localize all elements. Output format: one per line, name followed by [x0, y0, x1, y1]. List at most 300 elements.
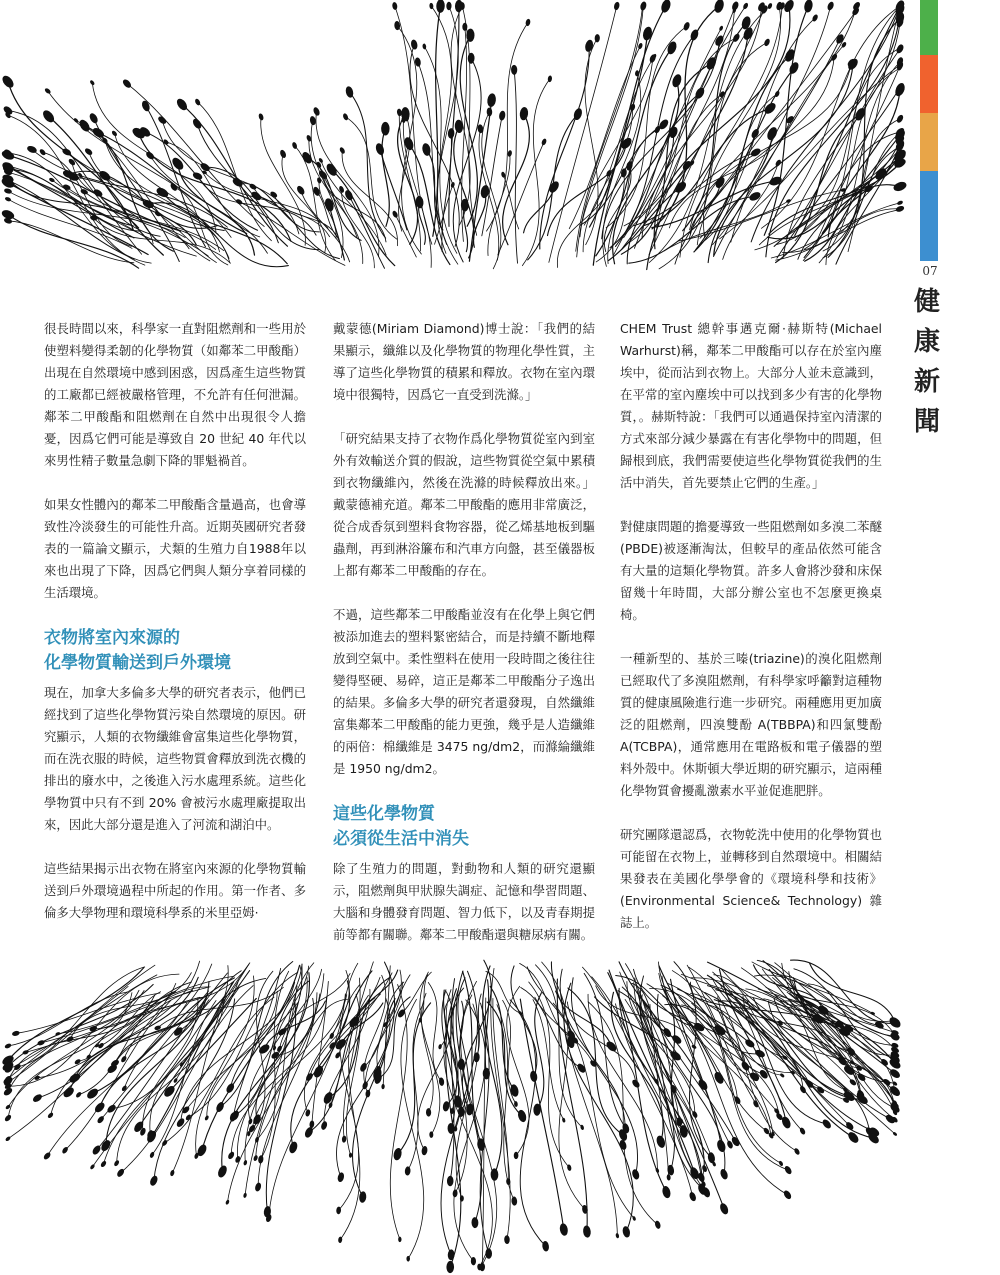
sperm-shape [139, 998, 198, 1137]
sperm-shape [225, 994, 320, 1205]
sperm-shape [97, 992, 160, 1050]
sperm-shape [399, 113, 410, 231]
sperm-shape [542, 962, 589, 1214]
sperm-shape [22, 997, 200, 1055]
sperm-shape [0, 176, 148, 255]
sperm-shape [602, 34, 725, 239]
sperm-shape [785, 996, 900, 1054]
sperm-shape [334, 973, 392, 1059]
sperm-shape [453, 53, 481, 262]
sperm-shape [442, 128, 455, 252]
sperm-shape [774, 982, 848, 1067]
sperm-shape [753, 965, 830, 1017]
sperm-shape [616, 976, 706, 1033]
sperm-shape [3, 217, 134, 263]
sperm-shape [396, 108, 420, 251]
sperm-shape [751, 0, 906, 242]
sperm-shape [62, 977, 199, 1099]
sperm-shape [569, 42, 643, 228]
sperm-shape [480, 998, 486, 1271]
sperm-shape [641, 995, 705, 1181]
sperm-shape [510, 1000, 550, 1252]
sperm-shape [155, 186, 287, 264]
section-heading-line: 化學物質輸送到戶外環境 [44, 653, 231, 673]
sperm-shape [694, 6, 861, 226]
sperm-shape [202, 170, 328, 228]
sperm-shape [627, 126, 679, 264]
section-title-char: 聞 [913, 407, 940, 437]
sperm-shape [683, 15, 752, 230]
sperm-shape [401, 116, 431, 267]
sperm-shape [460, 2, 477, 235]
sperm-shape [761, 1, 904, 228]
sperm-shape [527, 967, 576, 1040]
sperm-shape [767, 180, 907, 239]
sperm-shape [80, 188, 216, 249]
sperm-shape [596, 40, 678, 256]
sperm-shape [100, 980, 239, 1168]
sperm-shape [99, 982, 208, 1153]
sperm-shape [86, 1003, 150, 1060]
sperm-shape [175, 964, 302, 1128]
sperm-shape [780, 1001, 900, 1059]
sperm-shape [458, 1001, 465, 1070]
sperm-shape [328, 962, 373, 1109]
sperm-shape [787, 1005, 899, 1049]
sperm-shape [173, 964, 249, 1084]
sperm-shape [758, 989, 899, 1036]
sperm-shape [450, 990, 458, 1114]
sperm-shape [582, 967, 659, 1085]
sperm-shape [731, 991, 896, 1125]
sperm-shape [480, 1003, 492, 1259]
sperm-shape [690, 57, 857, 229]
sperm-shape [300, 150, 361, 240]
sperm-shape [482, 110, 506, 236]
sperm-shape [690, 993, 785, 1078]
section-color-tab [920, 113, 938, 171]
sperm-shape [795, 0, 906, 236]
sperm-shape [708, 57, 860, 262]
sperm-shape [669, 115, 795, 228]
sperm-shape [269, 190, 338, 239]
sperm-shape [1, 967, 144, 1067]
sperm-shape [618, 991, 683, 1046]
sperm-shape [318, 157, 386, 255]
sperm-shape [91, 973, 227, 1156]
sperm-shape [170, 997, 227, 1177]
sperm-shape [149, 999, 235, 1187]
sperm-shape [662, 976, 774, 1139]
sperm-shape [596, 986, 697, 1050]
sperm-shape [615, 1004, 697, 1202]
sperm-shape [777, 974, 901, 1041]
sperm-shape [634, 1, 739, 249]
sperm-shape [92, 188, 189, 249]
section-title [907, 282, 947, 442]
sperm-shape [707, 962, 825, 1025]
sperm-shape [608, 168, 628, 264]
sperm-shape [111, 130, 220, 252]
sperm-shape [759, 158, 905, 245]
sperm-shape [557, 169, 612, 267]
sperm-shape [101, 137, 229, 263]
sperm-shape [783, 205, 905, 253]
sperm-shape [666, 998, 734, 1149]
sperm-shape [89, 215, 230, 263]
sperm-shape [348, 970, 398, 1029]
sperm-shape [316, 161, 357, 237]
sperm-shape [442, 988, 463, 1112]
sperm-shape [483, 966, 502, 1181]
sperm-shape [692, 1003, 756, 1049]
sperm-shape [682, 1005, 761, 1082]
sperm-shape [248, 995, 347, 1134]
sperm-shape [804, 1000, 898, 1111]
sperm-shape [344, 189, 385, 268]
sperm-shape [635, 978, 706, 1183]
sperm-shape [678, 188, 846, 242]
sperm-shape [252, 998, 314, 1125]
sperm-shape [795, 145, 904, 241]
sperm-shape [73, 117, 210, 261]
sperm-shape [163, 138, 260, 236]
sperm-shape [838, 128, 904, 235]
sperm-shape [592, 977, 687, 1136]
sperm-shape [848, 2, 903, 252]
sperm-shape [755, 184, 874, 250]
sperm-shape [511, 65, 518, 263]
sperm-shape [338, 995, 369, 1243]
sperm-shape [265, 994, 345, 1223]
sperm-shape [145, 150, 268, 253]
sperm-shape [613, 73, 683, 264]
sperm-shape [723, 159, 782, 260]
sperm-shape [401, 999, 424, 1261]
sperm-shape [451, 2, 470, 226]
sperm-shape [77, 172, 141, 254]
sperm-shape [766, 987, 847, 1031]
sperm-shape [181, 1002, 298, 1114]
article-paragraph: 戴蒙德(Miriam Diamond)博士說：「我們的結果顯示，纖維以及化學物質的物理化學性質，主導了這些化學物質的積累和釋放。衣物在室內環境中很獨特，因爲它一直受到洗滌。」 [333, 321, 595, 402]
sperm-shape [437, 2, 459, 254]
sperm-shape [161, 997, 274, 1147]
sperm-shape [774, 998, 901, 1114]
sperm-shape [627, 982, 699, 1119]
sperm-shape [175, 97, 288, 246]
sperm-shape [622, 987, 711, 1198]
sperm-shape [4, 112, 145, 266]
sperm-shape [596, 125, 661, 262]
sperm-shape [679, 998, 780, 1115]
sperm-shape [776, 106, 868, 262]
sperm-shape [822, 148, 908, 234]
sperm-shape [272, 966, 308, 1051]
sperm-shape [94, 965, 248, 1048]
sperm-shape [338, 185, 374, 268]
sperm-shape [659, 973, 784, 1121]
section-title-char: 康 [913, 327, 940, 357]
sperm-shape [498, 138, 547, 255]
sperm-shape [776, 995, 848, 1093]
sperm-shape [619, 962, 709, 1092]
sperm-shape [5, 990, 144, 1110]
sperm-shape [381, 122, 389, 226]
sperm-shape [642, 1, 766, 239]
sperm-shape [614, 25, 724, 254]
sperm-shape [680, 2, 786, 258]
sperm-shape [556, 991, 619, 1053]
sperm-shape [551, 962, 575, 1049]
sperm-shape [243, 986, 297, 1198]
sperm-shape [474, 184, 491, 247]
sperm-shape [697, 53, 838, 245]
sperm-shape [671, 979, 727, 1153]
sperm-shape [277, 973, 350, 1036]
sperm-shape [403, 136, 450, 264]
sperm-shape [1, 173, 138, 228]
article-paragraph: 很長時間以來，科學家一直對阻燃劑和一些用於使塑料變得柔韌的化學物質（如鄰苯二甲酸酯）出現在自然環境中感到困惑，因爲產生這些物質的工廠都已經被嚴格管理，不允許有任何泄漏。鄰苯二甲酸酯和阻燃劑在自然中出現很令人擔憂，因爲它們可能是導致自 20 世紀 40 年代以來男性精子數量急劇下降的罪魁禍首。 [44, 321, 306, 468]
page-number: 07 [922, 264, 938, 278]
article-paragraph: 研究團隊還認爲，衣物乾洗中使用的化學物質也可能留在衣物上，並轉移到自然環境中。相關結果發表在美國化學學會的《環境科學和技術》(Environmental Science& Technology) 雜誌上。 [620, 827, 882, 930]
sperm-shape [39, 148, 132, 246]
sperm-shape [191, 117, 278, 242]
sperm-shape [454, 119, 474, 257]
sperm-shape [247, 971, 273, 1136]
sperm-shape [96, 991, 208, 1124]
sperm-shape [397, 972, 432, 1019]
sperm-shape [503, 1000, 518, 1107]
sperm-shape [446, 990, 460, 1132]
sperm-shape [317, 169, 386, 242]
sperm-shape [47, 961, 200, 1119]
sperm-shape [336, 985, 360, 1215]
sperm-shape [364, 975, 386, 1097]
sperm-shape [461, 981, 497, 1270]
sperm-shape [533, 1000, 566, 1123]
sperm-shape [253, 974, 324, 1162]
sperm-shape [216, 973, 309, 1179]
sperm-shape [714, 126, 779, 256]
sperm-shape [533, 993, 544, 1116]
article-paragraph: 不過，這些鄰苯二甲酸酯並沒有在化學上與它們被添加進去的塑料緊密結合，而是持續不斷地釋放到空氣中。柔性塑料在使用一段時間之後往往變得堅硬、易碎，這正是鄰苯二甲酸酯分子逸出的結果。多倫多大學的研究者還發現，自然纖維富集鄰苯二甲酸酯的能力更強，幾乎是人造纖維的兩倍：棉纖維是 3475 ng/dm2，而滌綸纖維是 1950 ng/dm2。 [333, 607, 595, 776]
sperm-shape [619, 988, 708, 1196]
sperm-shape [483, 980, 490, 1080]
sperm-shape [810, 963, 902, 1028]
sperm-shape [2, 990, 139, 1097]
sperm-shape [501, 171, 519, 229]
sperm-shape [410, 39, 459, 246]
sperm-shape [707, 975, 860, 1144]
sperm-shape [707, 986, 832, 1130]
sperm-shape [352, 962, 394, 1203]
sperm-shape [89, 79, 216, 231]
sperm-shape [580, 118, 670, 226]
sperm-shape [549, 1, 620, 262]
sperm-shape [609, 180, 689, 261]
sperm-shape [372, 999, 395, 1082]
sperm-shape [791, 984, 898, 1106]
sperm-shape [32, 990, 193, 1103]
sperm-shape [441, 971, 478, 1260]
sperm-shape [192, 171, 316, 235]
sperm-shape [787, 992, 899, 1123]
sperm-shape [3, 148, 151, 263]
sperm-shape [568, 988, 629, 1142]
sperm-shape [248, 183, 329, 237]
article-paragraph: 現在，加拿大多倫多大學的研究者表示，他們已經找到了這些化學物質污染自然環境的原因。研究顯示，人類的衣物纖維會富集這些化學物質，而在洗衣服的時候，這些物質會釋放到洗衣機的排出的廢水中，之後進入污水處理系統。這些化學物質中只有不到 20% 會被污水處理廠提取出來，因此大部分還是進入了河流和湖泊中。 [44, 685, 306, 832]
sperm-shape [664, 199, 792, 252]
sperm-shape [730, 1000, 855, 1131]
sperm-shape [4, 188, 186, 238]
sperm-shape [62, 169, 218, 229]
sperm-shape [783, 17, 905, 258]
sperm-shape [469, 93, 496, 261]
sperm-shape [68, 158, 154, 244]
sperm-shape [456, 971, 482, 1228]
sperm-shape [149, 1001, 216, 1159]
sperm-shape [458, 978, 469, 1117]
sperm-shape [339, 146, 398, 245]
section-color-tab [920, 0, 938, 55]
sperm-shape [624, 33, 741, 226]
sperm-shape [777, 81, 906, 258]
sperm-shape [120, 983, 176, 1063]
sperm-shape [640, 976, 675, 1176]
sperm-shape [460, 29, 477, 227]
sperm-shape [529, 982, 572, 1171]
sperm-shape [67, 172, 224, 231]
sperm-shape [5, 992, 176, 1142]
sperm-shape [2, 175, 135, 259]
sperm-shape [689, 967, 801, 1155]
sperm-shape [625, 964, 683, 1124]
sperm-swarm-illustration-top [0, 0, 1000, 300]
sperm-shape [461, 199, 469, 252]
article-paragraph: 這些結果揭示出衣物在將室內來源的化學物質輸送到戶外環境過程中所起的作用。第一作者、多倫多大學物理和環境科學系的米里亞姆· [44, 861, 306, 920]
sperm-shape [644, 101, 777, 225]
sperm-shape [657, 994, 729, 1180]
sperm-shape [640, 996, 706, 1187]
sperm-shape [393, 1003, 431, 1161]
sperm-shape [588, 994, 660, 1173]
sperm-shape [720, 61, 904, 238]
sperm-shape [721, 969, 857, 1087]
sperm-shape [520, 999, 568, 1236]
sperm-shape [762, 969, 899, 1039]
sperm-shape [48, 177, 208, 256]
sperm-shape [650, 1004, 671, 1180]
sperm-shape [746, 989, 892, 1087]
sperm-shape [593, 26, 653, 265]
sperm-shape [768, 1001, 875, 1137]
sperm-shape [138, 125, 257, 230]
sperm-shape [562, 996, 620, 1239]
sperm-shape [491, 968, 510, 1244]
sperm-shape [250, 190, 340, 259]
sperm-shape [553, 1003, 636, 1221]
sperm-shape [667, 983, 793, 1175]
sperm-shape [716, 990, 881, 1146]
section-color-tabs [920, 0, 938, 261]
sperm-shape [421, 142, 443, 230]
sperm-shape [658, 962, 741, 1105]
sperm-shape [3, 168, 196, 256]
sperm-shape [55, 976, 234, 1036]
sperm-shape [13, 967, 145, 1071]
sperm-shape [258, 971, 289, 1164]
sperm-shape [444, 1003, 493, 1271]
sperm-shape [394, 21, 421, 254]
sperm-shape [230, 981, 309, 1122]
sperm-shape [763, 961, 902, 1098]
sperm-shape [140, 100, 205, 247]
sperm-shape [654, 0, 796, 249]
sperm-shape [225, 982, 295, 1094]
sperm-shape [462, 23, 468, 242]
sperm-shape [4, 974, 179, 1090]
sperm-shape [169, 182, 228, 265]
sperm-shape [254, 993, 317, 1192]
sperm-shape [77, 118, 173, 251]
sperm-shape [700, 14, 819, 239]
sperm-shape [721, 980, 806, 1135]
sperm-shape [678, 989, 850, 1104]
sperm-shape [603, 70, 641, 266]
sperm-shape [630, 90, 725, 242]
sperm-shape [804, 128, 907, 258]
sperm-shape [791, 960, 902, 1029]
sperm-shape [606, 21, 691, 227]
sperm-shape [747, 1001, 900, 1109]
sperm-shape [121, 78, 264, 226]
sperm-shape [754, 975, 898, 1023]
sperm-shape [604, 160, 633, 251]
sperm-shape [449, 0, 463, 226]
sperm-shape [306, 134, 363, 263]
sperm-shape [418, 975, 427, 1023]
sperm-shape [659, 966, 725, 1085]
sperm-shape [442, 990, 455, 1134]
sperm-shape [258, 113, 306, 246]
sperm-shape [663, 996, 771, 1135]
sperm-shape [711, 977, 814, 1089]
sperm-shape [634, 147, 762, 226]
sperm-shape [719, 969, 792, 1129]
section-color-tab [920, 171, 938, 261]
sperm-shape [836, 139, 906, 264]
sperm-shape [583, 103, 636, 252]
sperm-shape [196, 966, 300, 1158]
sperm-shape [26, 145, 227, 228]
sperm-shape [616, 28, 700, 246]
sperm-shape [611, 992, 666, 1149]
article-column-3 [620, 318, 882, 956]
sperm-shape [564, 983, 634, 1238]
section-color-tab [920, 55, 938, 113]
sperm-shape [497, 1005, 518, 1206]
sperm-shape [291, 141, 335, 260]
sperm-shape [316, 177, 336, 239]
sperm-shape [482, 107, 501, 268]
sperm-shape [4, 162, 149, 240]
sperm-shape [584, 973, 630, 1134]
sperm-shape [769, 157, 907, 234]
sperm-shape [731, 1, 835, 242]
sperm-shape [708, 1005, 789, 1061]
sperm-shape [828, 82, 906, 237]
sperm-shape [4, 975, 157, 1074]
